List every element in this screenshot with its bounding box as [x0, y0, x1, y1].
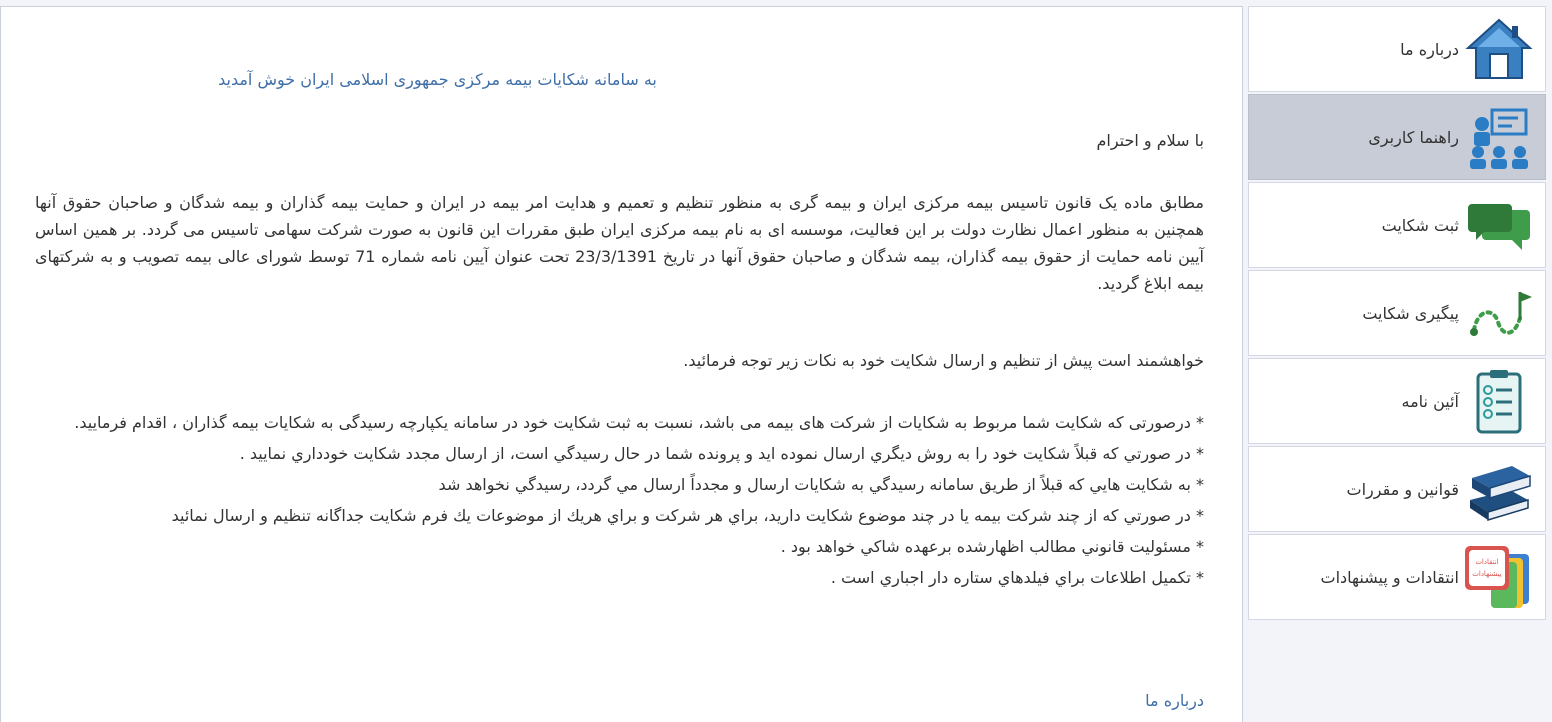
sidebar: [1248, 6, 1548, 722]
sidebar-item-label: پیگیری شکایت: [1362, 303, 1459, 323]
suggestion-icon-text: پیشنهادات: [1472, 570, 1502, 578]
intro-paragraph: مطابق ماده یک قانون تاسیس بیمه مرکزی ایران و بیمه گری به منظور تنظیم و تعمیم و هدایت امر بیمه در ایران و حمایت بیمه گذاران و بیمه شدگان و صاحبان حقوق آنها همچنین به منظور اعمال نظارت دولت بر این فعالیت، موسسه ای به نام بیمه مرکزی ایران طبق مقررات این قانون به صورت شرکت سهامی تاسیس می گردد. بر همین اساس آیین نامه حمایت از حقوق بیمه گذاران، بیمه شدگان و صاحبان حقوق آنها در تاریخ 23/3/1391 تحت عنوان آیین نامه شماره 71 توسط شورای عالی بیمه تصویب و به شرکتهای بیمه ابلاغ گردید.: [35, 193, 1205, 293]
sidebar-item-user-guide[interactable]: [1248, 94, 1546, 180]
books-icon: [1463, 453, 1535, 525]
sidebar-item-label: قوانین و مقررات: [1346, 479, 1459, 499]
sidebar-item-about[interactable]: [1248, 6, 1546, 92]
welcome-title: به سامانه شکایات بیمه مرکزی جمهوری اسلامی ایران خوش آمدید: [218, 70, 657, 89]
note-item: * در صورتي كه قبلاً شكايت خود را به روش ديگري ارسال نموده ايد و پرونده شما در حال رسيدگي است، از ارسال مجدد شكايت خودداري نماييد .: [239, 444, 1204, 463]
sidebar-item-label: راهنما کاربری: [1368, 127, 1459, 147]
note-item: * تكميل اطلاعات براي فيلدهاي ستاره دار اجباري است .: [830, 568, 1204, 587]
home-icon: [1463, 13, 1535, 85]
greeting-text: با سلام و احترام: [1096, 131, 1204, 150]
about-link[interactable]: درباره ما: [1145, 691, 1204, 710]
main-content: [0, 6, 1243, 722]
chat-bubbles-icon: [1463, 189, 1535, 261]
presentation-icon: [1463, 101, 1535, 173]
sidebar-item-label: درباره ما: [1400, 39, 1459, 59]
note-item: * درصورتی که شکایت شما مربوط به شکایات از شرکت های بیمه می باشد، نسبت به ثبت شکایت خود در سامانه یکپارچه رسیدگی به شکایات بیمه گذاران ، اقدام فرمایید.: [74, 413, 1204, 432]
sidebar-item-label: آئین نامه: [1401, 391, 1459, 411]
suggestion-icon-text: انتقادات: [1475, 558, 1499, 566]
clipboard-checklist-icon: [1463, 365, 1535, 437]
notes-list: [35, 408, 1204, 593]
request-text: خواهشمند است پیش از تنظیم و ارسال شکایت خود به نکات زیر توجه فرمائید.: [683, 351, 1204, 370]
sidebar-item-suggestions[interactable]: [1248, 534, 1546, 620]
sidebar-item-register-complaint[interactable]: [1248, 182, 1546, 268]
sidebar-item-track-complaint[interactable]: [1248, 270, 1546, 356]
note-item: * در صورتي كه از چند شركت بيمه يا در چند موضوع شكايت داريد، براي هر شركت و براي هريك از موضوعات يك فرم شكايت جداگانه تنظيم و ارسال نمائيد: [171, 506, 1204, 525]
sidebar-item-label: ثبت شکایت: [1381, 215, 1459, 235]
sidebar-item-label: انتقادات و پیشنهادات: [1320, 567, 1459, 587]
note-item: * مسئوليت قانوني مطالب اظهارشده برعهده شاكي خواهد بود .: [780, 537, 1204, 556]
route-flag-icon: [1463, 277, 1535, 349]
suggestion-cards-icon: [1463, 541, 1535, 613]
note-item: * به شكايت هايي كه قبلاً از طريق سامانه رسيدگي به شكايات ارسال و مجدداً ارسال مي گردد، رسيدگي نخواهد شد: [438, 475, 1204, 494]
sidebar-item-bylaw[interactable]: [1248, 358, 1546, 444]
sidebar-item-laws[interactable]: [1248, 446, 1546, 532]
